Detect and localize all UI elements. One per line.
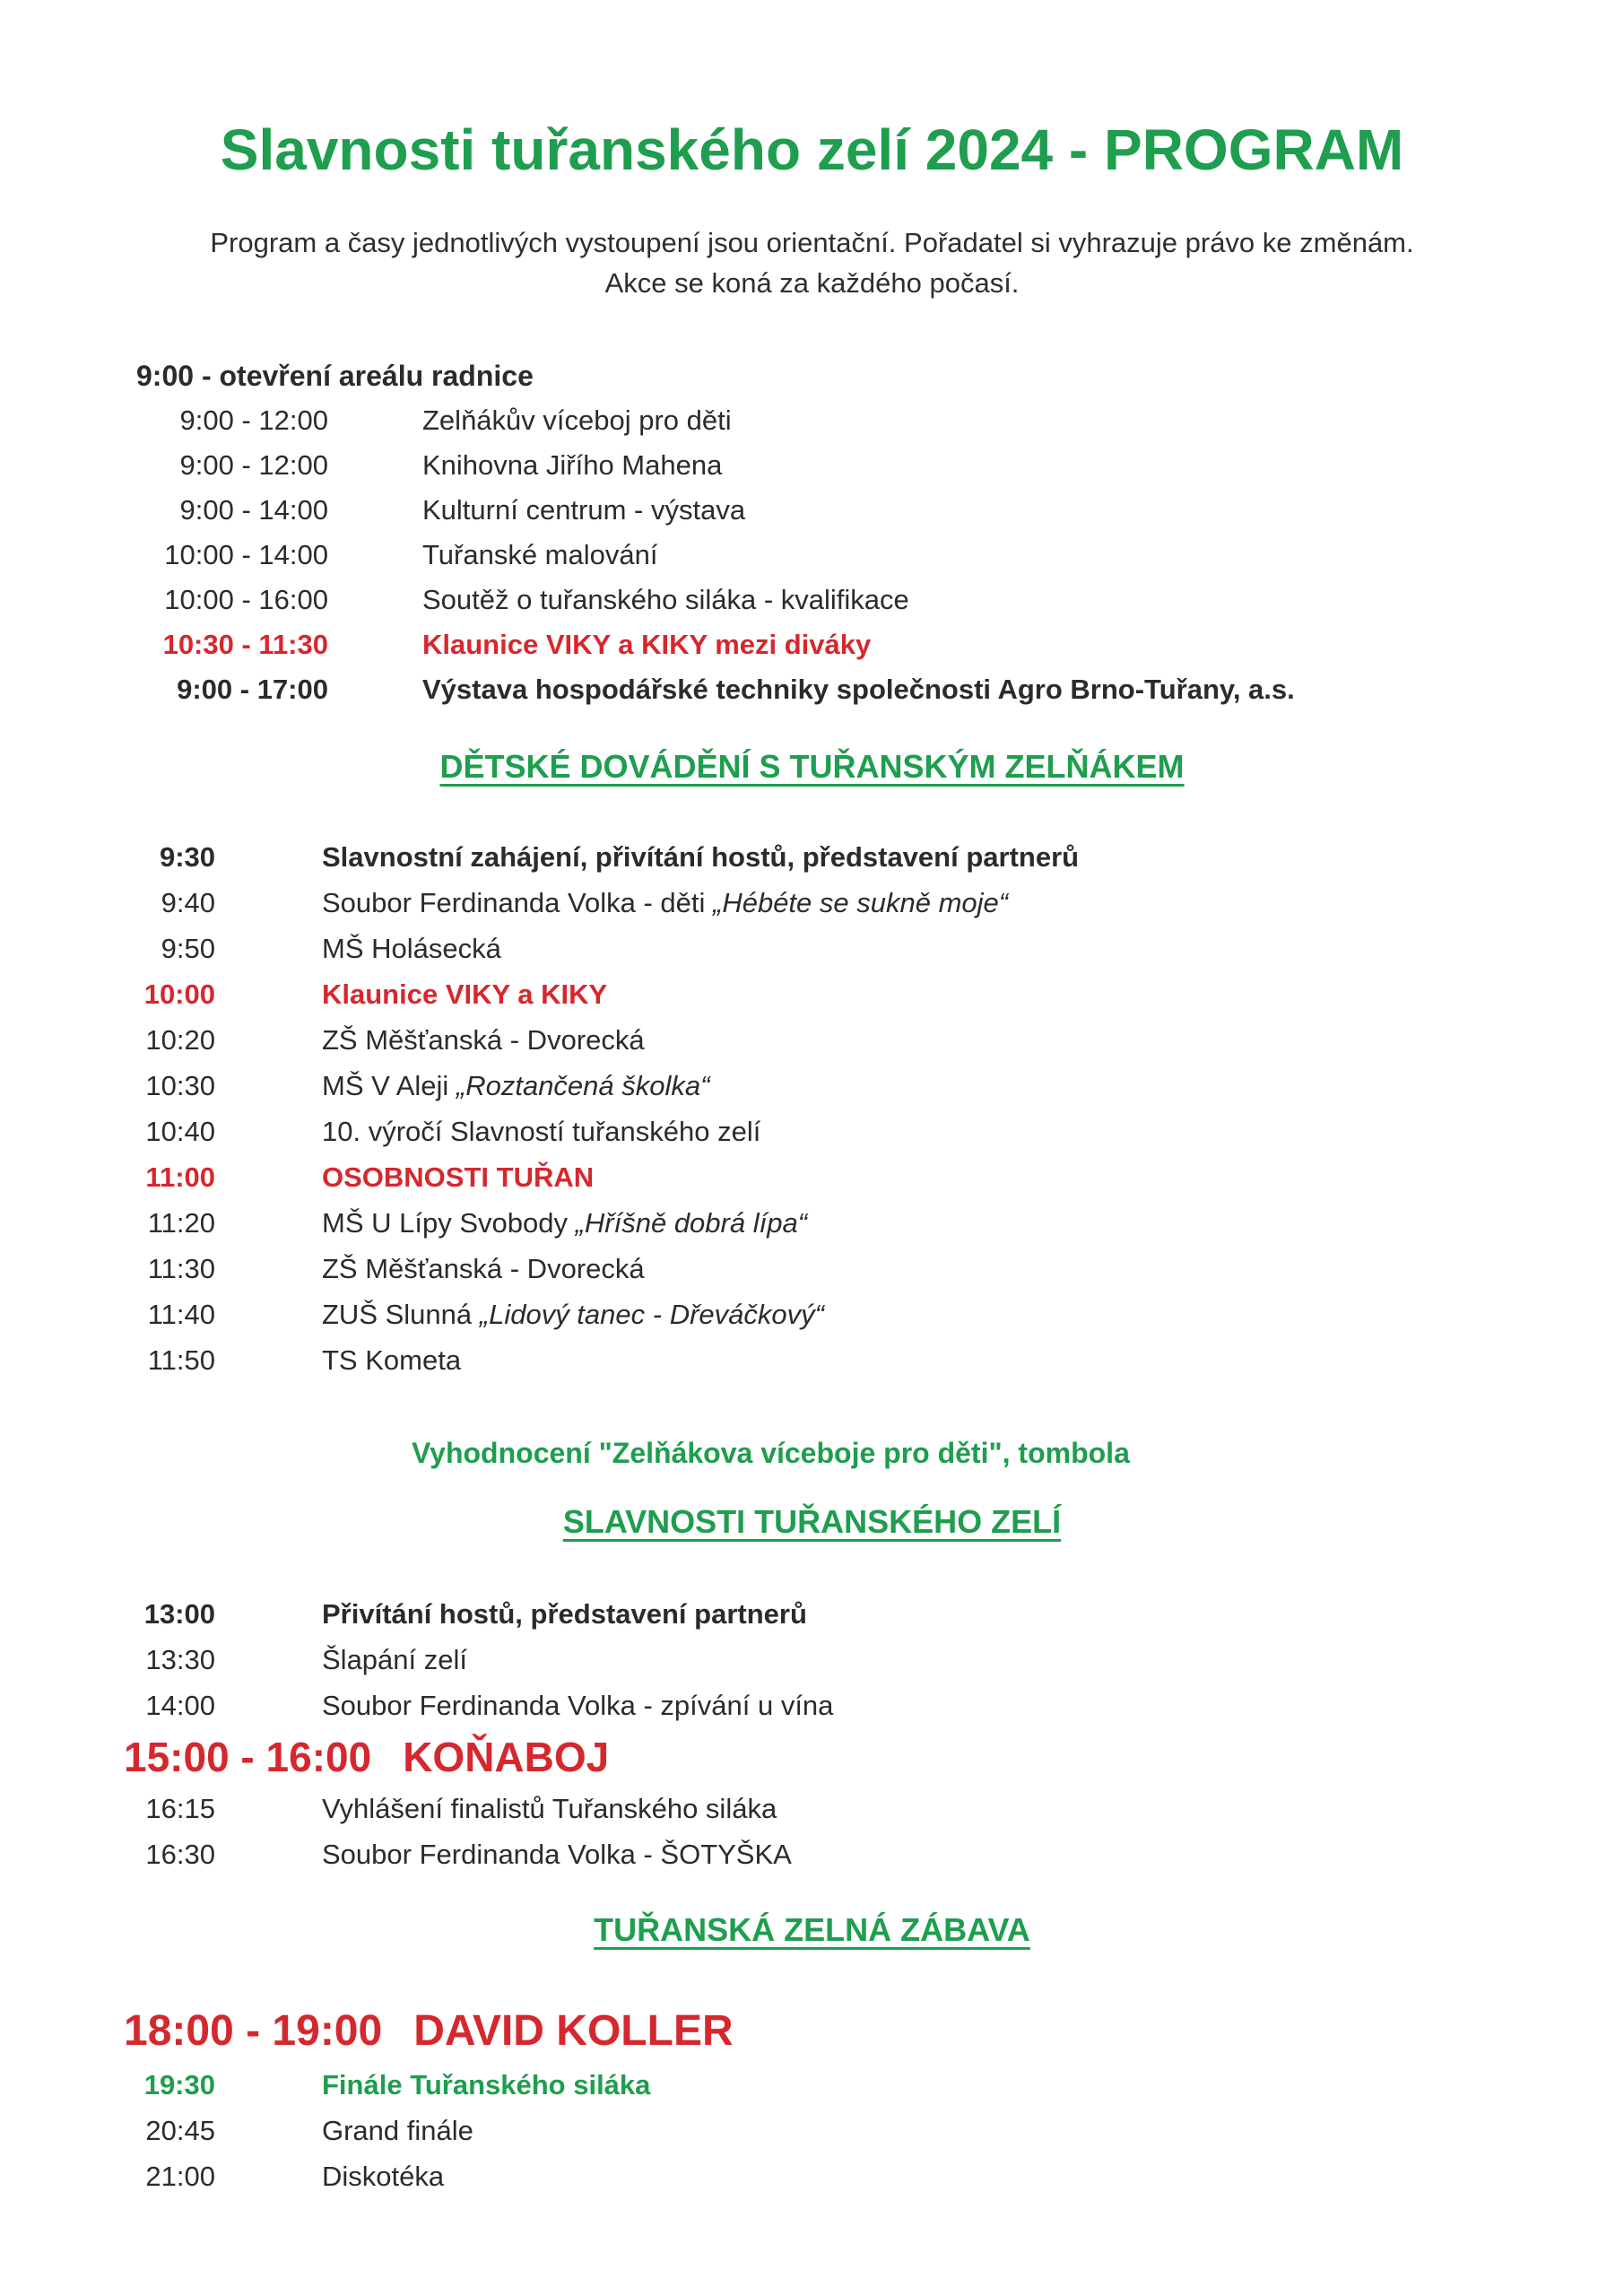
- schedule-rows: [0, 2001, 1624, 2199]
- row-description: [422, 488, 745, 533]
- row-time: 11:40: [147, 1299, 215, 1330]
- section-header: DĚTSKÉ DOVÁDĚNÍ S TUŘANSKÝM ZELŇÁKEM: [439, 748, 1185, 785]
- page-title: Slavnosti tuřanského zelí 2024 - PROGRAM: [220, 117, 1404, 182]
- schedule-row: [90, 398, 1624, 443]
- row-description-text: Výstava hospodářské techniky společnosti Agro Brno-Tuřany, a.s.: [422, 674, 1295, 705]
- schedule-row: [90, 1246, 1624, 1292]
- row-description-italic: „Roztančená školka“: [456, 1070, 710, 1101]
- row-description: [422, 533, 657, 578]
- row-description-text: Tuřanské malování: [422, 539, 658, 570]
- row-time: 13:30: [145, 1644, 215, 1675]
- row-description-text: Soubor Ferdinanda Volka - děti: [322, 887, 713, 918]
- row-description-text: DAVID KOLLER: [413, 2007, 734, 2055]
- row-description: [322, 1063, 709, 1109]
- intro-note-line1: Program a časy jednotlivých vystoupení jsou orientační. Pořadatel si vyhrazuje právo ke změnám.: [210, 227, 1414, 258]
- row-description-text: Zelňákův víceboj pro děti: [422, 404, 732, 436]
- row-description: [422, 443, 722, 488]
- schedule-row: [90, 1292, 1624, 1337]
- schedule-row: [90, 1109, 1624, 1154]
- schedule-row: [124, 2001, 1624, 2062]
- schedule-row: [90, 1017, 1624, 1063]
- row-time: 13:00: [143, 1598, 215, 1630]
- row-time: 10:00 - 14:00: [164, 539, 328, 570]
- schedule-row: [90, 971, 1624, 1017]
- schedule-rows: [0, 834, 1624, 1383]
- schedule-row: [90, 533, 1624, 578]
- row-description: [322, 1017, 645, 1063]
- row-time: 10:30 - 11:30: [162, 629, 328, 660]
- row-description-text: Klaunice VIKY a KIKY mezi diváky: [422, 629, 872, 660]
- section-closing-line: Vyhodnocení "Zelňákova víceboje pro děti", tombola: [412, 1437, 1130, 1469]
- row-time: 15:00 - 16:00: [124, 1734, 372, 1780]
- schedule-row: [90, 1154, 1624, 1200]
- row-description-text: 10. výročí Slavností tuřanského zelí: [322, 1116, 761, 1147]
- row-description-text: Šlapání zelí: [322, 1644, 467, 1675]
- row-description: [322, 1786, 777, 1831]
- row-time: 18:00 - 19:00: [124, 2007, 383, 2055]
- section-lead-line: 9:00 - otevření areálu radnice: [136, 360, 534, 392]
- row-description-text: Přivítání hostů, představení partnerů: [322, 1598, 807, 1630]
- row-time: 9:00 - 12:00: [179, 449, 328, 481]
- row-time: 9:00 - 14:00: [179, 494, 328, 526]
- schedule-row: [90, 1683, 1624, 1728]
- schedule-row: [90, 667, 1624, 712]
- row-description-text: ZUŠ Slunná: [322, 1299, 480, 1330]
- row-description-text: Kulturní centrum - výstava: [422, 494, 746, 526]
- row-description-text: Grand finále: [322, 2115, 473, 2146]
- row-description-italic: „Hříšně dobrá lípa“: [575, 1207, 808, 1239]
- section-main-festival: [0, 1501, 1624, 1877]
- row-time: 11:00: [145, 1161, 215, 1193]
- schedule-row: [90, 1063, 1624, 1109]
- schedule-row: [90, 1831, 1624, 1877]
- row-description-text: Diskotéka: [322, 2161, 445, 2192]
- row-description-text: Knihovna Jiřího Mahena: [422, 449, 723, 481]
- section-header: SLAVNOSTI TUŘANSKÉHO ZELÍ: [562, 1503, 1062, 1540]
- row-description: [322, 1292, 824, 1337]
- row-description-text: ZŠ Měšťanská - Dvorecká: [322, 1253, 645, 1284]
- schedule-row: [90, 2062, 1624, 2108]
- row-time: 14:00: [145, 1690, 215, 1721]
- row-description: [322, 1337, 461, 1383]
- schedule-row: [90, 443, 1624, 488]
- row-description-text: Vyhlášení finalistů Tuřanského siláka: [322, 1793, 777, 1824]
- row-description: [422, 398, 732, 443]
- row-time: 11:50: [147, 1344, 215, 1376]
- row-time: 9:00 - 12:00: [179, 404, 328, 436]
- row-time: 9:50: [161, 933, 215, 964]
- row-description: [413, 2001, 733, 2062]
- row-description-text: MŠ V Aleji: [322, 1070, 456, 1101]
- row-description-text: Soubor Ferdinanda Volka - zpívání u vína: [322, 1690, 834, 1721]
- row-description-text: OSOBNOSTI TUŘAN: [322, 1161, 595, 1193]
- row-time: 21:00: [145, 2161, 215, 2192]
- schedule-row: [90, 1200, 1624, 1246]
- row-description: [322, 971, 607, 1017]
- row-description-text: MŠ U Lípy Svobody: [322, 1207, 576, 1239]
- schedule-rows: [0, 1591, 1624, 1877]
- row-description: [422, 667, 1295, 712]
- row-description-text: TS Kometa: [322, 1344, 462, 1376]
- row-description: [322, 1831, 792, 1877]
- section-kids-program: [0, 746, 1624, 1476]
- row-time: 9:30: [159, 841, 215, 873]
- row-time: 11:20: [147, 1207, 215, 1239]
- row-description: [322, 834, 1079, 880]
- schedule-row: [90, 1591, 1624, 1637]
- row-time: 11:30: [147, 1253, 215, 1284]
- intro-note-line2: Akce se koná za každého počasí.: [604, 267, 1020, 299]
- schedule-row: [90, 2153, 1624, 2199]
- schedule-row: [90, 926, 1624, 971]
- row-time: 10:40: [145, 1116, 215, 1147]
- row-description: [322, 926, 501, 971]
- row-description: [322, 1200, 807, 1246]
- schedule-row: [90, 1337, 1624, 1383]
- row-description-text: Soubor Ferdinanda Volka - ŠOTYŠKA: [322, 1839, 792, 1870]
- row-description-italic: „Hébéte se sukně moje“: [713, 887, 1009, 918]
- row-description: [322, 1591, 807, 1637]
- row-time: 20:45: [145, 2115, 215, 2146]
- schedule-row: [90, 622, 1624, 667]
- row-description-text: MŠ Holásecká: [322, 933, 501, 964]
- section-header: TUŘANSKÁ ZELNÁ ZÁBAVA: [594, 1911, 1030, 1948]
- section-morning: [0, 353, 1624, 712]
- schedule-row: [90, 1637, 1624, 1683]
- schedule-row: [90, 1786, 1624, 1831]
- row-description: [422, 578, 909, 622]
- intro-note: [0, 222, 1624, 303]
- row-description: [322, 1246, 645, 1292]
- row-description: [322, 1109, 760, 1154]
- row-description-text: Klaunice VIKY a KIKY: [322, 978, 608, 1010]
- row-time: 9:40: [161, 887, 215, 918]
- schedule-row: [90, 834, 1624, 880]
- row-description: [322, 2108, 473, 2153]
- schedule-row: [90, 488, 1624, 533]
- row-time: 10:20: [145, 1024, 215, 1056]
- section-evening-party: [0, 1909, 1624, 2199]
- row-description-text: Soutěž o tuřanského siláka - kvalifikace: [422, 584, 909, 615]
- row-time: 10:00: [143, 978, 215, 1010]
- schedule-row: [90, 2108, 1624, 2153]
- row-description: [322, 880, 1008, 926]
- row-time: 19:30: [143, 2069, 215, 2100]
- row-description-text: KOŇABOJ: [403, 1734, 610, 1780]
- row-description: [322, 1154, 594, 1200]
- schedule-row: [90, 578, 1624, 622]
- row-description-text: ZŠ Měšťanská - Dvorecká: [322, 1024, 645, 1056]
- row-description: [322, 1637, 467, 1683]
- row-time: 16:15: [145, 1793, 215, 1824]
- row-description: [403, 1728, 609, 1786]
- row-description: [322, 2062, 650, 2108]
- row-time: 10:00 - 16:00: [164, 584, 328, 615]
- row-description: [422, 622, 871, 667]
- row-time: 9:00 - 17:00: [177, 674, 328, 705]
- schedule-row: [124, 1728, 1624, 1786]
- row-description-text: Finále Tuřanského siláka: [322, 2069, 651, 2100]
- row-description: [322, 1683, 833, 1728]
- row-description-italic: „Lidový tanec - Dřeváčkový“: [479, 1299, 824, 1330]
- schedule-rows: [0, 353, 1624, 712]
- schedule-row: [90, 880, 1624, 926]
- row-description-text: Slavnostní zahájení, přivítání hostů, představení partnerů: [322, 841, 1080, 873]
- row-description: [322, 2153, 444, 2199]
- row-time: 10:30: [145, 1070, 215, 1101]
- row-time: 16:30: [145, 1839, 215, 1870]
